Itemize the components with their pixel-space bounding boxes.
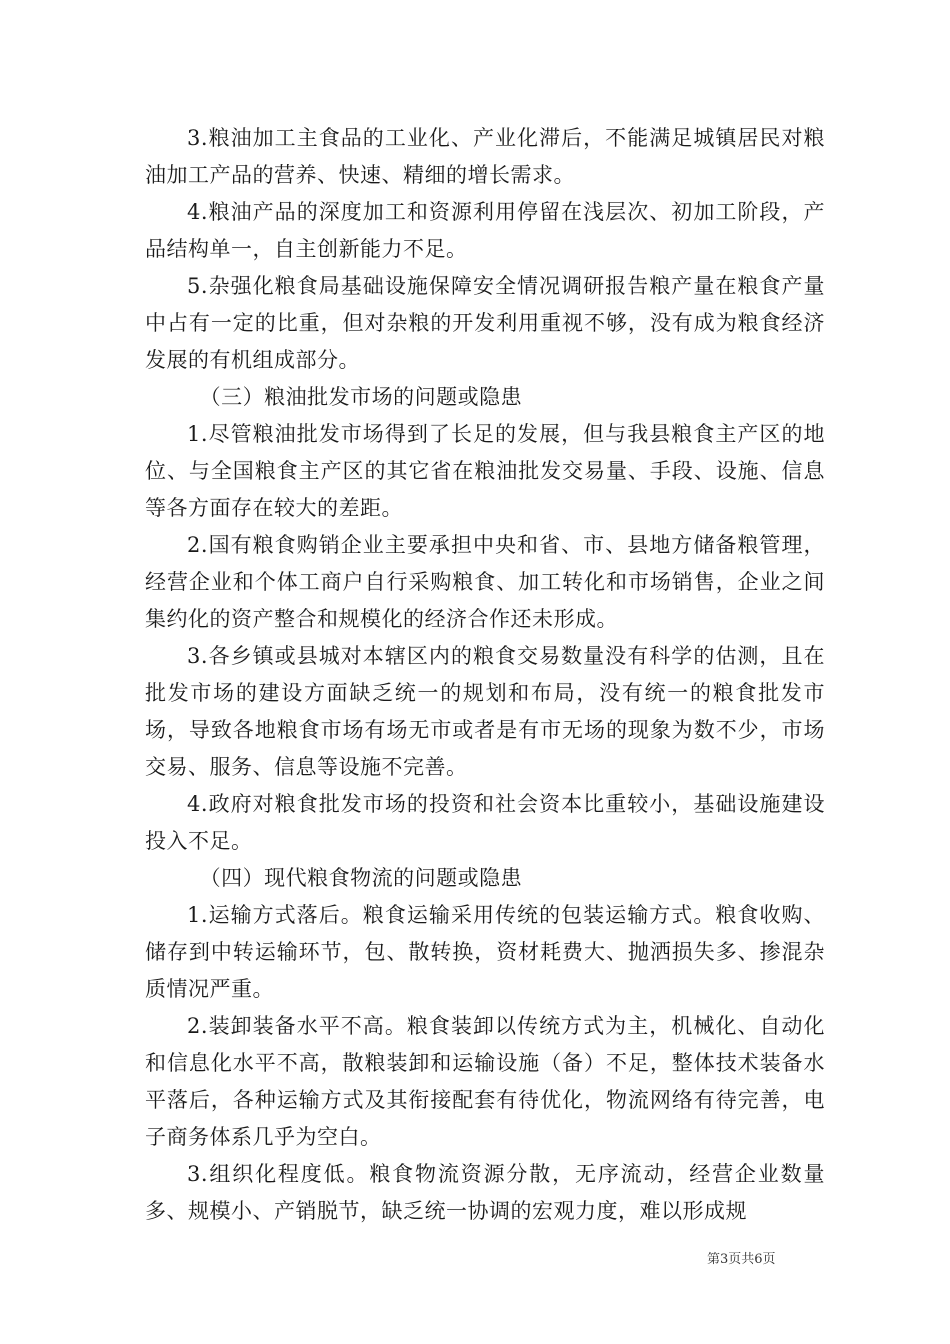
paragraph-market-4: 4.政府对粮食批发市场的投资和社会资本比重较小，基础设施建设投入不足。 xyxy=(145,792,825,853)
paragraph-market-1: 1.尽管粮油批发市场得到了长足的发展，但与我县粮食主产区的地位、与全国粮食主产区的其它省在粮油批发交易量、手段、设施、信息等各方面存在较大的差距。 xyxy=(145,422,825,520)
paragraph-5-coarse-grain: 5.杂强化粮食局基础设施保障安全情况调研报告粮产量在粮食产量中占有一定的比重，但对杂粮的开发利用重视不够，没有成为粮食经济发展的有机组成部分。 xyxy=(145,274,825,372)
page-number: 第3页共6页 xyxy=(707,1252,776,1267)
document-body xyxy=(145,120,825,1230)
paragraph-3-processing: 3.粮油加工主食品的工业化、产业化滞后，不能满足城镇居民对粮油加工产品的营养、快速、精细的增长需求。 xyxy=(145,126,825,187)
paragraph-market-3: 3.各乡镇或县城对本辖区内的粮食交易数量没有科学的估测，且在批发市场的建设方面缺乏统一的规划和布局，没有统一的粮食批发市场，导致各地粮食市场有场无市或者是有市无场的现象为数不少，市场交易、服务、信息等设施不完善。 xyxy=(145,644,825,779)
paragraph-logistics-2: 2.装卸装备水平不高。粮食装卸以传统方式为主，机械化、自动化和信息化水平不高，散粮装卸和运输设施（备）不足，整体技术装备水平落后，各种运输方式及其衔接配套有待优化，物流网络有待完善，电子商务体系几乎为空白。 xyxy=(145,1014,825,1149)
paragraph-logistics-1: 1.运输方式落后。粮食运输采用传统的包装运输方式。粮食收购、储存到中转运输环节，包、散转换，资材耗费大、抛洒损失多、掺混杂质情况严重。 xyxy=(145,903,825,1001)
section-heading-logistics: （四）现代粮食物流的问题或隐患 xyxy=(199,866,523,890)
paragraph-market-2: 2.国有粮食购销企业主要承担中央和省、市、县地方储备粮管理，经营企业和个体工商户自行采购粮食、加工转化和市场销售，企业之间集约化的资产整合和规模化的经济合作还未形成。 xyxy=(145,533,825,631)
paragraph-4-deep-processing: 4.粮油产品的深度加工和资源利用停留在浅层次、初加工阶段，产品结构单一，自主创新能力不足。 xyxy=(145,200,825,261)
section-heading-wholesale-market: （三）粮油批发市场的问题或隐患 xyxy=(199,385,523,409)
paragraph-logistics-3: 3.组织化程度低。粮食物流资源分散，无序流动，经营企业数量多、规模小、产销脱节，缺乏统一协调的宏观力度，难以形成规 xyxy=(145,1162,825,1223)
